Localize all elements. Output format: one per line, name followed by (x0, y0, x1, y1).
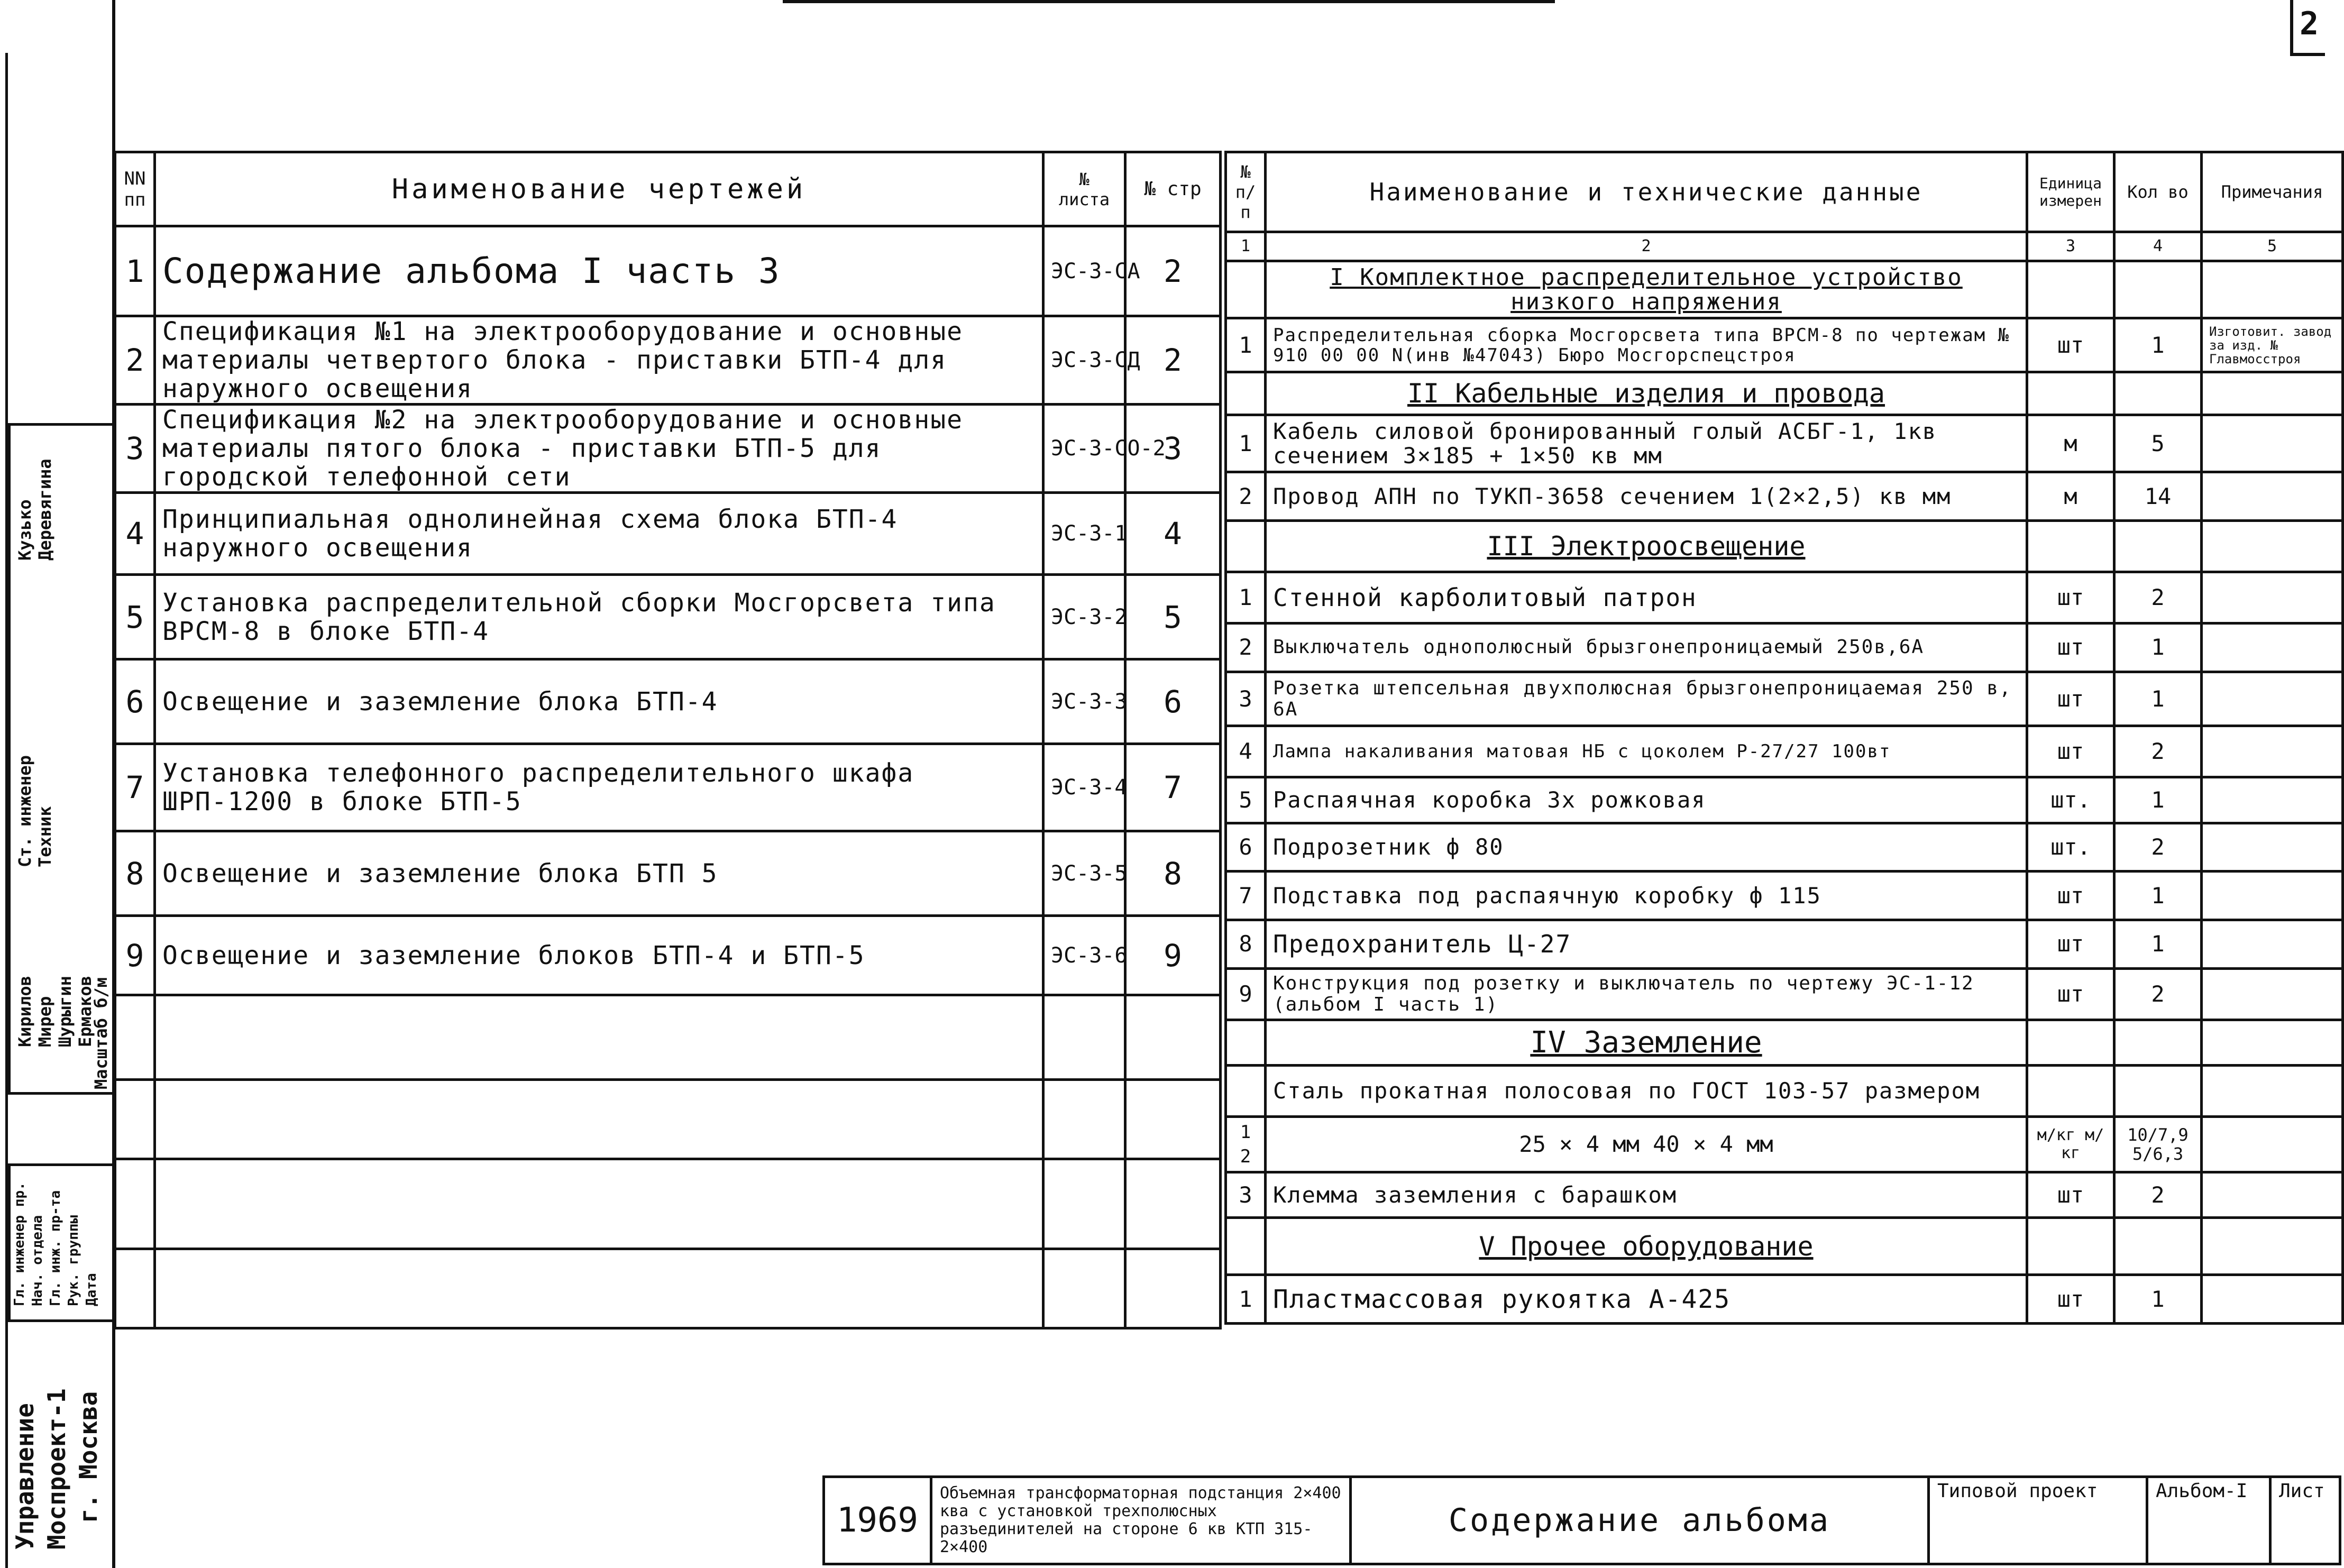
side-role-group-lead: Рук. группы (66, 1215, 81, 1306)
col-number: 1 (1226, 232, 1266, 261)
row-num: 3 (1226, 672, 1266, 726)
top-border-line (783, 0, 1555, 3)
title-year: 1969 (824, 1477, 931, 1564)
col-num-header: NN пп (115, 152, 155, 226)
row-note (2202, 472, 2343, 521)
row-qty: 2 (2114, 968, 2202, 1020)
side-org-2: Моспроект-1 (42, 1388, 71, 1549)
row-sheet: ЭС-3-СД (1043, 316, 1125, 405)
row-name: Кабель силовой бронированный голый АСБГ-1, 1кв сечением 3×185 + 1×50 кв мм (1266, 415, 2027, 472)
row-name: Принципиальная однолинейная схема блока БТП-4 наружного освещения (155, 493, 1043, 575)
row-num: 2 (1226, 623, 1266, 672)
row-num: 6 (1226, 823, 1266, 872)
row-unit: шт. (2027, 777, 2114, 823)
side-scale-label: Масштаб б/м (91, 977, 111, 1089)
table-row (115, 659, 1221, 744)
side-role-2: Техник (35, 806, 55, 867)
row-sheet: ЭС-3-СО-2 (1043, 405, 1125, 493)
row-page: 7 (1125, 744, 1221, 831)
row-qty: 10/7,9 5/6,3 (2114, 1117, 2202, 1172)
row-unit: шт (2027, 872, 2114, 920)
row-name: Провод АПН по ТУКП-3658 сечением 1(2×2,5) кв мм (1266, 472, 2027, 521)
row-name: Освещение и заземление блока БТП 5 (155, 831, 1043, 916)
row-unit: м (2027, 415, 2114, 472)
row-note (2202, 872, 2343, 920)
table-row (1226, 1275, 2343, 1324)
side-role-chief-engineer: Гл. инженер пр. (12, 1182, 28, 1306)
row-name: Распаячная коробка 3х рожковая (1266, 777, 2027, 823)
col-number: 4 (2114, 232, 2202, 261)
table-row (1226, 726, 2343, 777)
empty-row (115, 1080, 1221, 1159)
row-note (2202, 1172, 2343, 1217)
row-note (2202, 672, 2343, 726)
table-row (1226, 623, 2343, 672)
row-num: 9 (115, 916, 155, 995)
spec-col-num-header: № п/п (1226, 152, 1266, 232)
title-label-sheet: Лист (2270, 1477, 2340, 1564)
row-unit (2027, 1066, 2114, 1117)
table-row (1226, 318, 2343, 372)
title-label-type: Типовой проект (1929, 1477, 2147, 1564)
empty-row (115, 995, 1221, 1080)
row-name: Лампа накаливания матовая НБ с цоколем Р-27/27 100вт (1266, 726, 2027, 777)
row-num: 4 (115, 493, 155, 575)
side-name-mirer: Мирер (35, 996, 55, 1047)
col-number: 2 (1266, 232, 2027, 261)
row-sheet: ЭС-3-1 (1043, 493, 1125, 575)
row-num: 3 (115, 405, 155, 493)
row-num: 7 (115, 744, 155, 831)
row-page: 3 (1125, 405, 1221, 493)
row-num: 6 (115, 659, 155, 744)
section-header (1226, 261, 2343, 318)
section-header (1226, 1020, 2343, 1065)
row-name: Спецификация №2 на электрооборудование и основные материалы пятого блока - приставки БТП-5 для городской телефонной сети (155, 405, 1043, 493)
table-row (115, 493, 1221, 575)
row-note (2202, 726, 2343, 777)
empty-row (115, 1159, 1221, 1249)
table-row (1226, 672, 2343, 726)
section-header (1226, 1218, 2343, 1275)
table-row (1226, 1172, 2343, 1217)
col-page-header: № стр (1125, 152, 1221, 226)
specification-table (1224, 151, 2344, 1325)
row-num: 1 2 (1226, 1117, 1266, 1172)
row-name: Клемма заземления с барашком (1266, 1172, 2027, 1217)
row-qty: 2 (2114, 726, 2202, 777)
table-row (115, 744, 1221, 831)
row-sheet: ЭС-3-5 (1043, 831, 1125, 916)
row-note (2202, 623, 2343, 672)
row-name: Пластмассовая рукоятка А-425 (1266, 1275, 2027, 1324)
row-num (1226, 1066, 1266, 1117)
row-name: Подрозетник ф 80 (1266, 823, 2027, 872)
row-num: 1 (115, 226, 155, 316)
row-num: 2 (115, 316, 155, 405)
drawings-table-header (115, 152, 1221, 226)
row-note (2202, 1066, 2343, 1117)
row-qty: 1 (2114, 623, 2202, 672)
title-block (822, 1475, 2341, 1565)
row-unit: шт (2027, 1172, 2114, 1217)
row-name: Выключатель однополюсный брызгонепроницаемый 250в,6А (1266, 623, 2027, 672)
table-row (1226, 872, 2343, 920)
title-sheet-title: Содержание альбома (1351, 1477, 1929, 1564)
side-role-1: Ст. инженер (15, 755, 35, 867)
row-note (2202, 920, 2343, 969)
spec-col-note-header: Примечания (2202, 152, 2343, 232)
row-num: 1 (1226, 1275, 1266, 1324)
table-row (1226, 920, 2343, 969)
row-unit: шт (2027, 318, 2114, 372)
row-unit: м/кг м/кг (2027, 1117, 2114, 1172)
row-num: 8 (1226, 920, 1266, 969)
sheet-number: 2 (2290, 0, 2325, 56)
row-note (2202, 823, 2343, 872)
side-org-3: г. Москва (74, 1391, 103, 1523)
title-project-desc: Объемная трансформаторная подстанция 2×400 ква с установкой трехполюсных разъединителей на стороне 6 кв КТП 315-2×400 (931, 1477, 1351, 1564)
section-title: III Электроосвещение (1266, 520, 2027, 572)
section-title: I Комплектное распределительное устройство низкого напряжения (1266, 261, 2027, 318)
row-unit: шт (2027, 1275, 2114, 1324)
row-qty (2114, 1066, 2202, 1117)
row-num: 5 (115, 575, 155, 659)
section-header (1226, 372, 2343, 415)
row-sheet: ЭС-3-6 (1043, 916, 1125, 995)
row-qty: 1 (2114, 920, 2202, 969)
table-row (1226, 1117, 2343, 1172)
row-name: Освещение и заземление блоков БТП-4 и БТП-5 (155, 916, 1043, 995)
side-role-head-dept: Нач. отдела (30, 1215, 45, 1306)
table-row (1226, 823, 2343, 872)
row-name: Розетка штепсельная двухполюсная брызгонепроницаемая 250 в, 6А (1266, 672, 2027, 726)
section-title: V Прочее оборудование (1266, 1218, 2027, 1275)
row-page: 2 (1125, 226, 1221, 316)
row-note (2202, 777, 2343, 823)
row-note (2202, 1275, 2343, 1324)
side-name-kuzko: Кузько (15, 499, 35, 561)
row-qty: 1 (2114, 318, 2202, 372)
table-row (1226, 777, 2343, 823)
section-title: IV Заземление (1266, 1020, 2027, 1065)
spec-col-qty-header: Кол во (2114, 152, 2202, 232)
table-row (115, 316, 1221, 405)
title-label-album: Альбом-I (2147, 1477, 2270, 1564)
side-role-date: Дата (84, 1273, 99, 1306)
row-unit: шт (2027, 968, 2114, 1020)
empty-row (115, 1249, 1221, 1328)
col-name-header: Наименование чертежей (155, 152, 1043, 226)
spec-col-name-header: Наименование и технические данные (1266, 152, 2027, 232)
row-unit: шт (2027, 572, 2114, 623)
row-qty: 1 (2114, 672, 2202, 726)
row-sheet: ЭС-3-3 (1043, 659, 1125, 744)
row-name: Содержание альбома I часть 3 (155, 226, 1043, 316)
table-row (115, 226, 1221, 316)
row-name: Сталь прокатная полосовая по ГОСТ 103-57 размером (1266, 1066, 2027, 1117)
row-note (2202, 1117, 2343, 1172)
side-name-derevyagina: Деревягина (35, 459, 55, 561)
row-num: 9 (1226, 968, 1266, 1020)
table-row (115, 831, 1221, 916)
row-qty: 14 (2114, 472, 2202, 521)
row-page: 6 (1125, 659, 1221, 744)
side-name-ermakov: Ермаков (75, 976, 95, 1047)
row-num: 4 (1226, 726, 1266, 777)
row-page: 5 (1125, 575, 1221, 659)
drawings-table (114, 151, 1222, 1329)
row-page: 2 (1125, 316, 1221, 405)
row-num: 1 (1226, 415, 1266, 472)
side-name-shurygin: Шурыгин (55, 976, 75, 1047)
row-name: Конструкция под розетку и выключатель по чертежу ЭС-1-12 (альбом I часть 1) (1266, 968, 2027, 1020)
row-page: 4 (1125, 493, 1221, 575)
row-num: 1 (1226, 318, 1266, 372)
row-unit: шт. (2027, 823, 2114, 872)
row-name: Распределительная сборка Мосгорсвета типа ВРСМ-8 по чертежам № 910 00 00 N(инв №47043) Бюро Мосгорспецстроя (1266, 318, 2027, 372)
table-row (1226, 968, 2343, 1020)
row-qty: 1 (2114, 1275, 2202, 1324)
row-num: 2 (1226, 472, 1266, 521)
row-name: Освещение и заземление блока БТП-4 (155, 659, 1043, 744)
table-row (1226, 472, 2343, 521)
row-name: Подставка под распаячную коробку ф 115 (1266, 872, 2027, 920)
row-name: Установка телефонного распределительного шкафа ШРП-1200 в блоке БТП-5 (155, 744, 1043, 831)
row-qty: 2 (2114, 572, 2202, 623)
col-sheet-header: № листа (1043, 152, 1125, 226)
row-sheet: ЭС-3-2 (1043, 575, 1125, 659)
row-name: Спецификация №1 на электрооборудование и основные материалы четвертого блока - приставки БТП-4 для наружного освещения (155, 316, 1043, 405)
side-name-kirilov: Кирилов (15, 976, 35, 1047)
table-row (115, 405, 1221, 493)
row-note: Изготовит. завод за изд. № Главмосстроя (2202, 318, 2343, 372)
row-qty: 2 (2114, 1172, 2202, 1217)
row-name: Установка распределительной сборки Мосгорсвета типа ВРСМ-8 в блоке БТП-4 (155, 575, 1043, 659)
row-sheet: ЭС-3-СА (1043, 226, 1125, 316)
row-num: 3 (1226, 1172, 1266, 1217)
table-row (1226, 1066, 2343, 1117)
row-page: 9 (1125, 916, 1221, 995)
row-sheet: ЭС-3-4 (1043, 744, 1125, 831)
section-title: II Кабельные изделия и провода (1266, 372, 2027, 415)
row-qty: 1 (2114, 872, 2202, 920)
row-unit: шт (2027, 672, 2114, 726)
row-num: 7 (1226, 872, 1266, 920)
row-name: Стенной карболитовый патрон (1266, 572, 2027, 623)
row-num: 8 (115, 831, 155, 916)
row-qty: 2 (2114, 823, 2202, 872)
table-row (115, 575, 1221, 659)
row-num: 1 (1226, 572, 1266, 623)
row-unit: шт (2027, 726, 2114, 777)
row-unit: шт (2027, 920, 2114, 969)
row-note (2202, 968, 2343, 1020)
row-page: 8 (1125, 831, 1221, 916)
table-row (1226, 415, 2343, 472)
row-qty: 5 (2114, 415, 2202, 472)
table-row (115, 916, 1221, 995)
column-numbers-row (1226, 232, 2343, 261)
row-unit: шт (2027, 623, 2114, 672)
section-header (1226, 520, 2343, 572)
col-number: 3 (2027, 232, 2114, 261)
row-note (2202, 572, 2343, 623)
row-name: 25 × 4 мм 40 × 4 мм (1266, 1117, 2027, 1172)
side-org-1: Управление (11, 1403, 39, 1549)
table-row (1226, 572, 2343, 623)
row-qty: 1 (2114, 777, 2202, 823)
spec-table-header (1226, 152, 2343, 232)
spec-col-unit-header: Единица измерен (2027, 152, 2114, 232)
side-role-chief-proj: Гл. инж. пр-та (48, 1190, 63, 1306)
row-unit: м (2027, 472, 2114, 521)
col-number: 5 (2202, 232, 2343, 261)
row-num: 5 (1226, 777, 1266, 823)
row-name: Предохранитель Ц-27 (1266, 920, 2027, 969)
row-note (2202, 415, 2343, 472)
